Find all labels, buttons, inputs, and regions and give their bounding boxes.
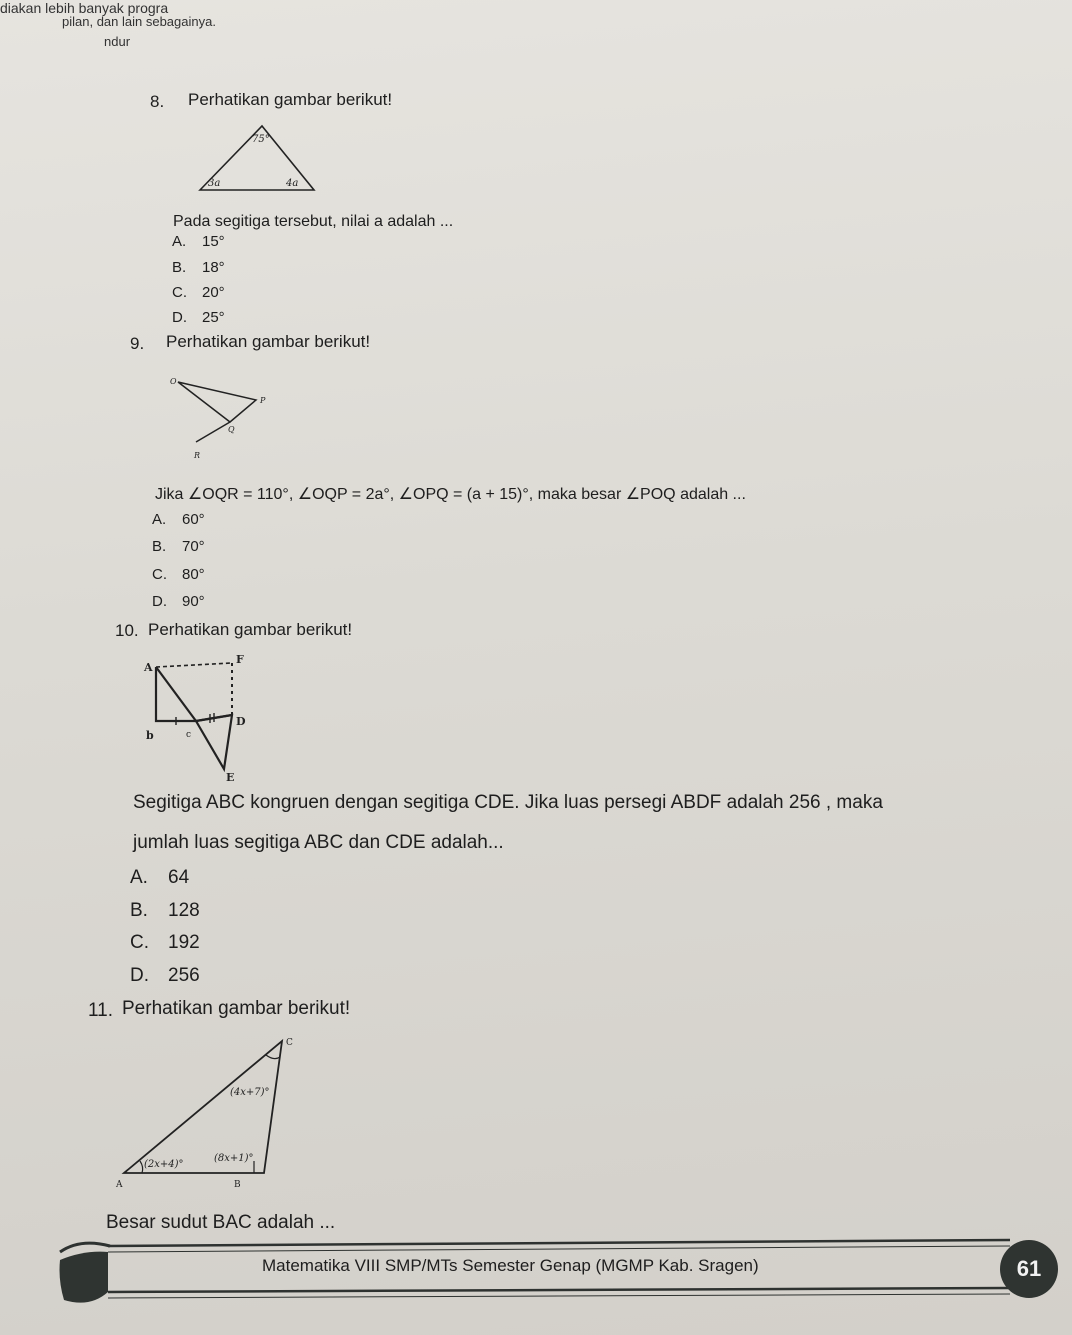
header-line-1: diakan lebih banyak progra — [0, 0, 169, 16]
q11-vertex-a-label: A — [116, 1180, 123, 1190]
question-11-prompt: Perhatikan gambar berikut! — [122, 998, 351, 1019]
option-letter: C. — [130, 932, 149, 953]
page-number-badge — [1000, 1240, 1058, 1298]
q11-vertex-c-label: C — [286, 1038, 293, 1048]
q9-vertex-q-label: Q — [228, 425, 235, 434]
option-value: 90° — [182, 593, 205, 610]
q10-vertex-b-label: b — [146, 729, 154, 742]
question-10-prompt: Perhatikan gambar berikut! — [148, 620, 353, 639]
q8-option-d[interactable] — [172, 309, 225, 326]
option-value: 18° — [202, 259, 225, 276]
header-line-2: pilan, dan lain sebagainya. — [62, 14, 216, 29]
q8-angle-right-label: 4a — [286, 178, 299, 189]
q9-option-b[interactable] — [152, 538, 205, 555]
option-value: 25° — [202, 309, 225, 326]
q10-option-c[interactable] — [130, 932, 200, 954]
footer-title: Matematika VIII SMP/MTs Semester Genap (MGMP Kab. Sragen) — [262, 1256, 759, 1275]
question-9-number: 9. — [130, 334, 145, 353]
question-9-triangle-figure — [160, 370, 280, 465]
q8-option-c[interactable] — [172, 284, 225, 301]
q9-option-c[interactable] — [152, 566, 205, 583]
q10-option-b[interactable] — [130, 900, 200, 922]
question-11-triangle-figure — [110, 1035, 310, 1195]
question-10-square-figure — [140, 645, 260, 785]
q8-angle-left-label: 3a — [208, 178, 221, 189]
question-8-number: 8. — [150, 92, 165, 111]
q11-angle-b-label: (8x+1)° — [214, 1153, 254, 1164]
q10-vertex-e-label: E — [226, 771, 235, 784]
question-8-text: Pada segitiga tersebut, nilai a adalah ... — [173, 213, 454, 230]
option-letter: A. — [130, 867, 148, 888]
option-letter: C. — [172, 284, 187, 301]
question-10-number: 10. — [115, 621, 139, 640]
question-11-number: 11. — [88, 1000, 114, 1021]
option-value: 128 — [168, 900, 200, 921]
question-8-prompt: Perhatikan gambar berikut! — [188, 90, 393, 109]
option-value: 256 — [168, 965, 200, 986]
option-value: 70° — [182, 538, 205, 555]
q9-option-a[interactable] — [152, 511, 205, 528]
q9-vertex-p-label: P — [260, 396, 266, 405]
option-value: 20° — [202, 284, 225, 301]
q8-angle-top-label: 75° — [252, 134, 270, 145]
option-value: 15° — [202, 233, 225, 250]
option-letter: D. — [172, 309, 187, 326]
question-10-text-line-1: Segitiga ABC kongruen dengan segitiga CDE. Jika luas persegi ABDF adalah 256 , maka — [133, 792, 883, 813]
q11-angle-a-label: (2x+4)° — [144, 1159, 184, 1170]
option-value: 80° — [182, 566, 205, 583]
option-letter: D. — [152, 593, 167, 610]
page-number: 61 — [1016, 1256, 1042, 1281]
question-10-text-line-2: jumlah luas segitiga ABC dan CDE adalah... — [133, 832, 504, 853]
q10-option-d[interactable] — [130, 965, 200, 987]
q10-vertex-c-label: c — [186, 730, 192, 740]
option-letter: B. — [130, 900, 148, 921]
q8-option-b[interactable] — [172, 259, 225, 276]
q9-vertex-o-label: O — [170, 377, 177, 386]
q10-option-a[interactable] — [130, 867, 189, 889]
header-line-3: ndur — [104, 34, 131, 49]
q9-option-d[interactable] — [152, 593, 205, 610]
question-8-triangle-figure — [190, 118, 330, 198]
option-value: 192 — [168, 932, 200, 953]
option-letter: B. — [172, 259, 187, 276]
question-9-text: Jika ∠OQR = 110°, ∠OQP = 2a°, ∠OPQ = (a + 15)°, maka besar ∠POQ adalah ... — [155, 486, 746, 503]
option-letter: A. — [172, 233, 187, 250]
q10-vertex-a-label: A — [144, 661, 153, 674]
question-11-text: Besar sudut BAC adalah ... — [106, 1212, 336, 1233]
option-value: 64 — [168, 867, 190, 888]
option-letter: A. — [152, 511, 167, 528]
q9-vertex-r-label: R — [194, 451, 201, 460]
q11-vertex-b-label: B — [234, 1180, 241, 1190]
option-letter: C. — [152, 566, 167, 583]
option-value: 60° — [182, 511, 205, 528]
option-letter: B. — [152, 538, 167, 555]
q8-option-a[interactable] — [172, 233, 225, 250]
q10-vertex-f-label: F — [236, 653, 244, 666]
q10-vertex-d-label: D — [236, 715, 246, 728]
question-9-prompt: Perhatikan gambar berikut! — [166, 332, 371, 351]
q11-angle-c-label: (4x+7)° — [230, 1087, 270, 1098]
option-letter: D. — [130, 965, 149, 986]
